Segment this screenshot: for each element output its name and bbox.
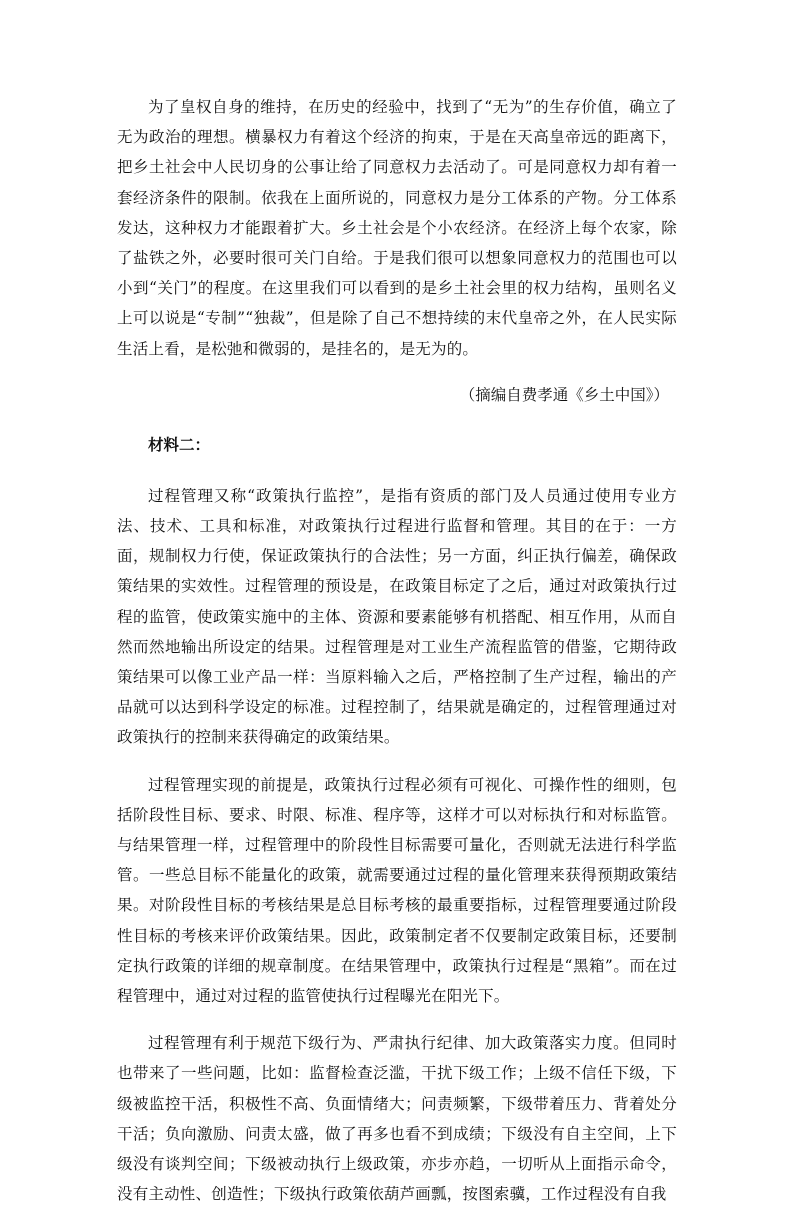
material2-heading: 材料二： (148, 435, 211, 454)
document-page (117, 92, 677, 1210)
material2-body (117, 481, 677, 1210)
material1-paragraph: 为了皇权自身的维持，在历史的经验中，找到了“无为”的生存价值，确立了无为政治的理想。横暴权力有着这个经济的拘束，于是在天高皇帝远的距离下，把乡土社会中人民切身的公事让给了同意权力去活动了。可是同意权力却有着一套经济条件的限制。依我在上面所说的，同意权力是分工体系的产物。分工体系发达，这种权力才能跟着扩大。乡土社会是个小农经济。在经济上每个农家，除了盐铁之外，必要时很可关门自给。于是我们很可以想象同意权力的范围也可以小到“关门”的程度。在这里我们可以看到的是乡土社会里的权力结构，虽则名义上可以说是“专制”“独裁”，但是除了自己不想持续的末代皇帝之外，在人民实际生活上看，是松弛和微弱的，是挂名的，是无为的。 (117, 98, 677, 358)
material2-paragraph-3: 过程管理有利于规范下级行为、严肃执行纪律、加大政策落实力度。但同时也带来了一些问题，比如：监督检查泛滥，干扰下级工作；上级不信任下级，下级被监控干活，积极性不高、负面情绪大；问责频繁，下级带着压力、背着处分干活；负向激励、问责太盛，做了再多也看不到成绩；下级没有自主空间，上下级没有谈判空间；下级被动执行上级政策，亦步亦趋，一切听从上面指示命令，没有主动性、创造性；下级执行政策依葫芦画瓢，按图索骥，工作过程没有自我 (117, 1034, 677, 1204)
material2-paragraph-1: 过程管理又称“政策执行监控”，是指有资质的部门及人员通过使用专业方法、技术、工具和标准，对政策执行过程进行监督和管理。其目的在于：一方面，规制权力行使，保证政策执行的合法性；另一方面，纠正执行偏差，确保政策结果的实效性。过程管理的预设是，在政策目标定了之后，通过对政策执行过程的监管，使政策实施中的主体、资源和要素能够有机搭配、相互作用，从而自然而然地输出所设定的结果。过程管理是对工业生产流程监管的借鉴，它期待政策结果可以像工业产品一样：当原料输入之后，严格控制了生产过程，输出的产品就可以达到科学设定的标准。过程控制了，结果就是确定的，过程管理通过对政策执行的控制来获得确定的政策结果。 (117, 486, 677, 747)
material1-source-citation: （摘编自费孝通《乡土中国》） (459, 385, 669, 404)
material2-paragraph-2: 过程管理实现的前提是，政策执行过程必须有可视化、可操作性的细则，包括阶段性目标、要求、时限、标准、程序等，这样才可以对标执行和对标监管。与结果管理一样，过程管理中的阶段性目标需要可量化，否则就无法进行科学监管。一些总目标不能量化的政策，就需要通过过程的量化管理来获得预期政策结果。对阶段性目标的考核结果是总目标考核的最重要指标，过程管理要通过阶段性目标的考核来评价政策结果。因此，政策制定者不仅要制定政策目标，还要制定执行政策的详细的规章制度。在结果管理中，政策执行过程是“黑箱”。而在过程管理中，通过对过程的监管使执行过程曝光在阳光下。 (117, 775, 677, 1006)
